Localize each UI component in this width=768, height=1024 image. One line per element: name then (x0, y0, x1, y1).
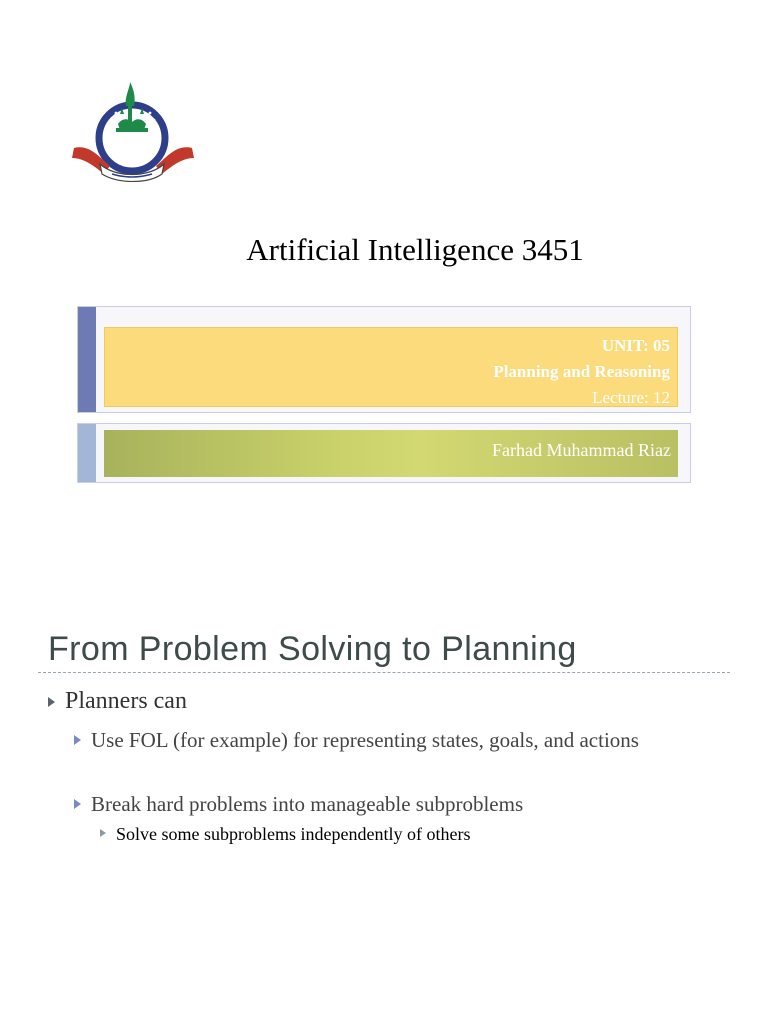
bullet-level1 (48, 688, 187, 715)
author-box (104, 430, 678, 477)
unit-label: UNIT: 05 (601, 336, 670, 355)
bullet-text: Planners can (65, 688, 187, 714)
bullet-level2 (74, 726, 694, 755)
university-crest-icon (70, 78, 196, 182)
lecture-label: Lecture: 12 (592, 388, 670, 407)
heading-divider (38, 672, 730, 673)
bullet-triangle-icon (48, 697, 55, 707)
author-name: Farhad Muhammad Riaz (492, 440, 671, 460)
unit-accent-bar (78, 307, 96, 412)
bullet-level2 (74, 790, 523, 819)
course-title: Artificial Intelligence 3451 (246, 232, 584, 267)
content-slide (0, 600, 768, 1024)
bullet-triangle-icon (74, 735, 81, 745)
slide-heading: From Problem Solving to Planning (48, 630, 577, 668)
bullet-text: Use FOL (for example) for representing states, goals, and actions (91, 728, 639, 752)
bullet-triangle-icon (74, 799, 81, 809)
unit-panel (77, 306, 691, 413)
bullet-triangle-icon (100, 829, 106, 837)
author-accent-bar (78, 424, 96, 482)
bullet-text: Break hard problems into manageable subproblems (91, 792, 524, 816)
bullet-text: Solve some subproblems independently of others (116, 824, 471, 844)
author-panel (77, 423, 691, 483)
bullet-level3 (100, 822, 470, 846)
unit-topic: Planning and Reasoning (493, 362, 670, 381)
unit-box (104, 327, 678, 407)
